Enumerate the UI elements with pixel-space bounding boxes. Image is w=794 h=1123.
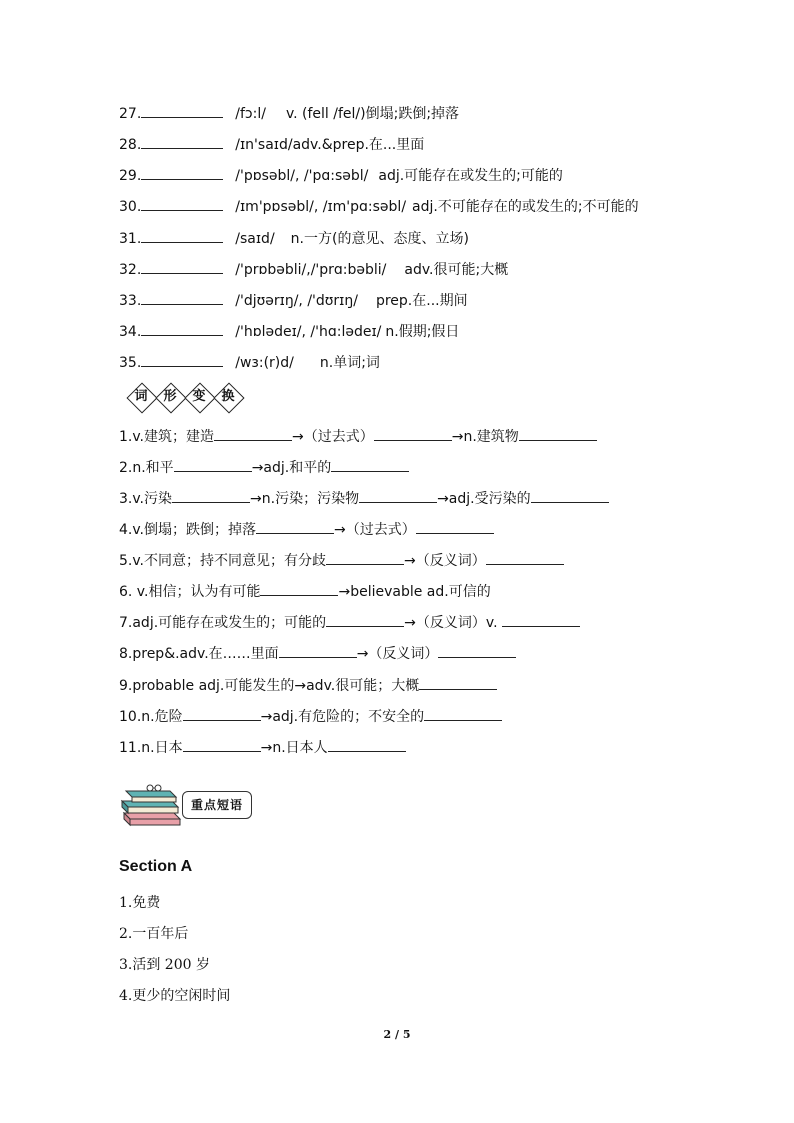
prompt-text: →believable ad.可信的 — [338, 584, 491, 600]
answer-blank[interactable] — [416, 519, 494, 534]
prompt-text: 5.v.不同意；持不同意见；有分歧 — [119, 553, 327, 569]
answer-blank[interactable] — [419, 675, 497, 690]
page-number: 2 / 5 — [383, 1028, 411, 1041]
word-form-item — [119, 612, 580, 632]
prompt-text: 4.v.倒塌；跌倒；掉落 — [119, 522, 257, 538]
vocab-item — [119, 165, 563, 185]
answer-blank[interactable] — [172, 488, 250, 503]
prompt-text: 7.adj.可能存在或发生的；可能的 — [119, 615, 327, 631]
phonetic: /ɪm'pɒsəbl/, /ɪm'pɑ:səbl/ — [235, 199, 407, 215]
vocab-item — [119, 290, 468, 310]
word-form-item — [119, 426, 597, 446]
phonetic: /saɪd/ — [235, 231, 275, 247]
answer-blank[interactable] — [326, 612, 404, 627]
prompt-text: →（反义词） — [404, 553, 486, 569]
badge-char: 词 — [134, 389, 148, 404]
key-phrases-label: 重点短语 — [182, 791, 252, 819]
answer-blank[interactable] — [141, 352, 223, 367]
badge-char: 形 — [163, 389, 177, 404]
meaning: prep.在...期间 — [375, 293, 468, 309]
badge-char: 变 — [192, 389, 206, 404]
prompt-text: 3.v.污染 — [119, 491, 173, 507]
vocab-number: 27. — [119, 106, 142, 122]
vocab-item — [119, 352, 380, 372]
vocab-number: 30. — [119, 199, 142, 215]
vocab-item — [119, 321, 459, 341]
word-form-item — [119, 519, 494, 539]
answer-blank[interactable] — [141, 196, 223, 211]
meaning: n.假期;假日 — [385, 324, 460, 340]
phonetic: /wɜ:(r)d/ — [235, 355, 294, 371]
vocab-number: 29. — [119, 168, 142, 184]
answer-blank[interactable] — [359, 488, 437, 503]
prompt-text: →（过去式） — [292, 429, 374, 445]
answer-blank[interactable] — [174, 457, 252, 472]
prompt-text: →adj.和平的 — [251, 460, 332, 476]
answer-blank[interactable] — [326, 550, 404, 565]
vocab-number: 28. — [119, 137, 142, 153]
vocab-number: 35. — [119, 355, 142, 371]
answer-blank[interactable] — [141, 103, 223, 118]
vocab-item — [119, 134, 424, 154]
meaning: v. (fell /fel/)倒塌;跌倒;掉落 — [285, 106, 460, 122]
key-phrases-badge — [120, 783, 255, 827]
answer-blank[interactable] — [214, 426, 292, 441]
phrase-item: 3.活到 200 岁 — [119, 957, 210, 973]
word-form-item — [119, 706, 502, 726]
answer-blank[interactable] — [183, 706, 261, 721]
answer-blank[interactable] — [519, 426, 597, 441]
answer-blank[interactable] — [141, 228, 223, 243]
prompt-text: →n.建筑物 — [451, 429, 519, 445]
vocab-item — [119, 228, 469, 248]
answer-blank[interactable] — [141, 321, 223, 336]
answer-blank[interactable] — [531, 488, 609, 503]
phonetic: /fɔ:l/ — [235, 106, 266, 122]
answer-blank[interactable] — [260, 581, 338, 596]
prompt-text: →adj.有危险的；不安全的 — [260, 709, 425, 725]
prompt-text: →（过去式） — [334, 522, 416, 538]
prompt-text: →n.污染；污染物 — [250, 491, 360, 507]
answer-blank[interactable] — [141, 165, 223, 180]
phrase-item: 4.更少的空闲时间 — [119, 988, 231, 1004]
vocab-item — [119, 259, 508, 279]
prompt-text: →（反义词）v. — [404, 615, 503, 631]
prompt-text: 9.probable adj.可能发生的→adv.很可能；大概 — [119, 678, 420, 694]
vocab-number: 33. — [119, 293, 142, 309]
answer-blank[interactable] — [374, 426, 452, 441]
answer-blank[interactable] — [256, 519, 334, 534]
answer-blank[interactable] — [502, 612, 580, 627]
answer-blank[interactable] — [141, 290, 223, 305]
vocab-number: 32. — [119, 262, 142, 278]
answer-blank[interactable] — [424, 706, 502, 721]
prompt-text: 1.v.建筑；建造 — [119, 429, 215, 445]
vocab-item — [119, 196, 639, 216]
section-title: Section A — [119, 858, 193, 875]
meaning: n.一方(的意见、态度、立场) — [290, 231, 469, 247]
prompt-text: 2.n.和平 — [119, 460, 174, 476]
answer-blank[interactable] — [279, 643, 357, 658]
prompt-text: 8.prep&.adv.在……里面 — [119, 646, 279, 662]
phonetic: /'hɒlədeɪ/, /'hɑ:lədeɪ/ — [235, 324, 382, 340]
word-form-item — [119, 581, 491, 601]
phrase-item: 1.免费 — [119, 895, 161, 911]
prompt-text: →（反义词） — [356, 646, 439, 662]
word-form-item — [119, 457, 409, 477]
answer-blank[interactable] — [438, 643, 516, 658]
word-form-item — [119, 488, 609, 508]
vocab-item — [119, 103, 459, 123]
answer-blank[interactable] — [141, 134, 223, 149]
vocab-number: 34. — [119, 324, 142, 340]
word-form-item — [119, 737, 406, 757]
word-form-item — [119, 550, 564, 570]
phonetic: /'pɒsəbl/, /'pɑ:səbl/ — [235, 168, 369, 184]
prompt-text: →n.日本人 — [260, 740, 328, 756]
books-icon — [120, 783, 190, 827]
prompt-text: 11.n.日本 — [119, 740, 183, 756]
meaning: adj.可能存在或发生的;可能的 — [378, 168, 563, 184]
vocab-number: 31. — [119, 231, 142, 247]
word-form-item — [119, 643, 516, 663]
phrase-item: 2.一百年后 — [119, 926, 189, 942]
meaning: adv.&prep.在...里面 — [292, 137, 425, 153]
prompt-text: 6. v.相信；认为有可能 — [119, 584, 261, 600]
meaning: adj.不可能存在的或发生的;不可能的 — [412, 199, 639, 215]
answer-blank[interactable] — [328, 737, 406, 752]
word-form-item — [119, 675, 497, 695]
answer-blank[interactable] — [486, 550, 564, 565]
badge-char: 换 — [221, 389, 235, 404]
phonetic: /ɪn'saɪd/ — [235, 137, 293, 153]
phonetic: /'djʊərɪŋ/, /'dʊrɪŋ/ — [235, 293, 358, 309]
answer-blank[interactable] — [331, 457, 409, 472]
answer-blank[interactable] — [141, 259, 223, 274]
phonetic: /'prɒbəbli/,/'prɑ:bəbli/ — [235, 262, 387, 278]
word-forms-badge — [126, 381, 246, 415]
answer-blank[interactable] — [183, 737, 261, 752]
prompt-text: 10.n.危险 — [119, 709, 183, 725]
meaning: n.单词;词 — [319, 355, 380, 371]
meaning: adv.很可能;大概 — [404, 262, 509, 278]
prompt-text: →adj.受污染的 — [437, 491, 531, 507]
